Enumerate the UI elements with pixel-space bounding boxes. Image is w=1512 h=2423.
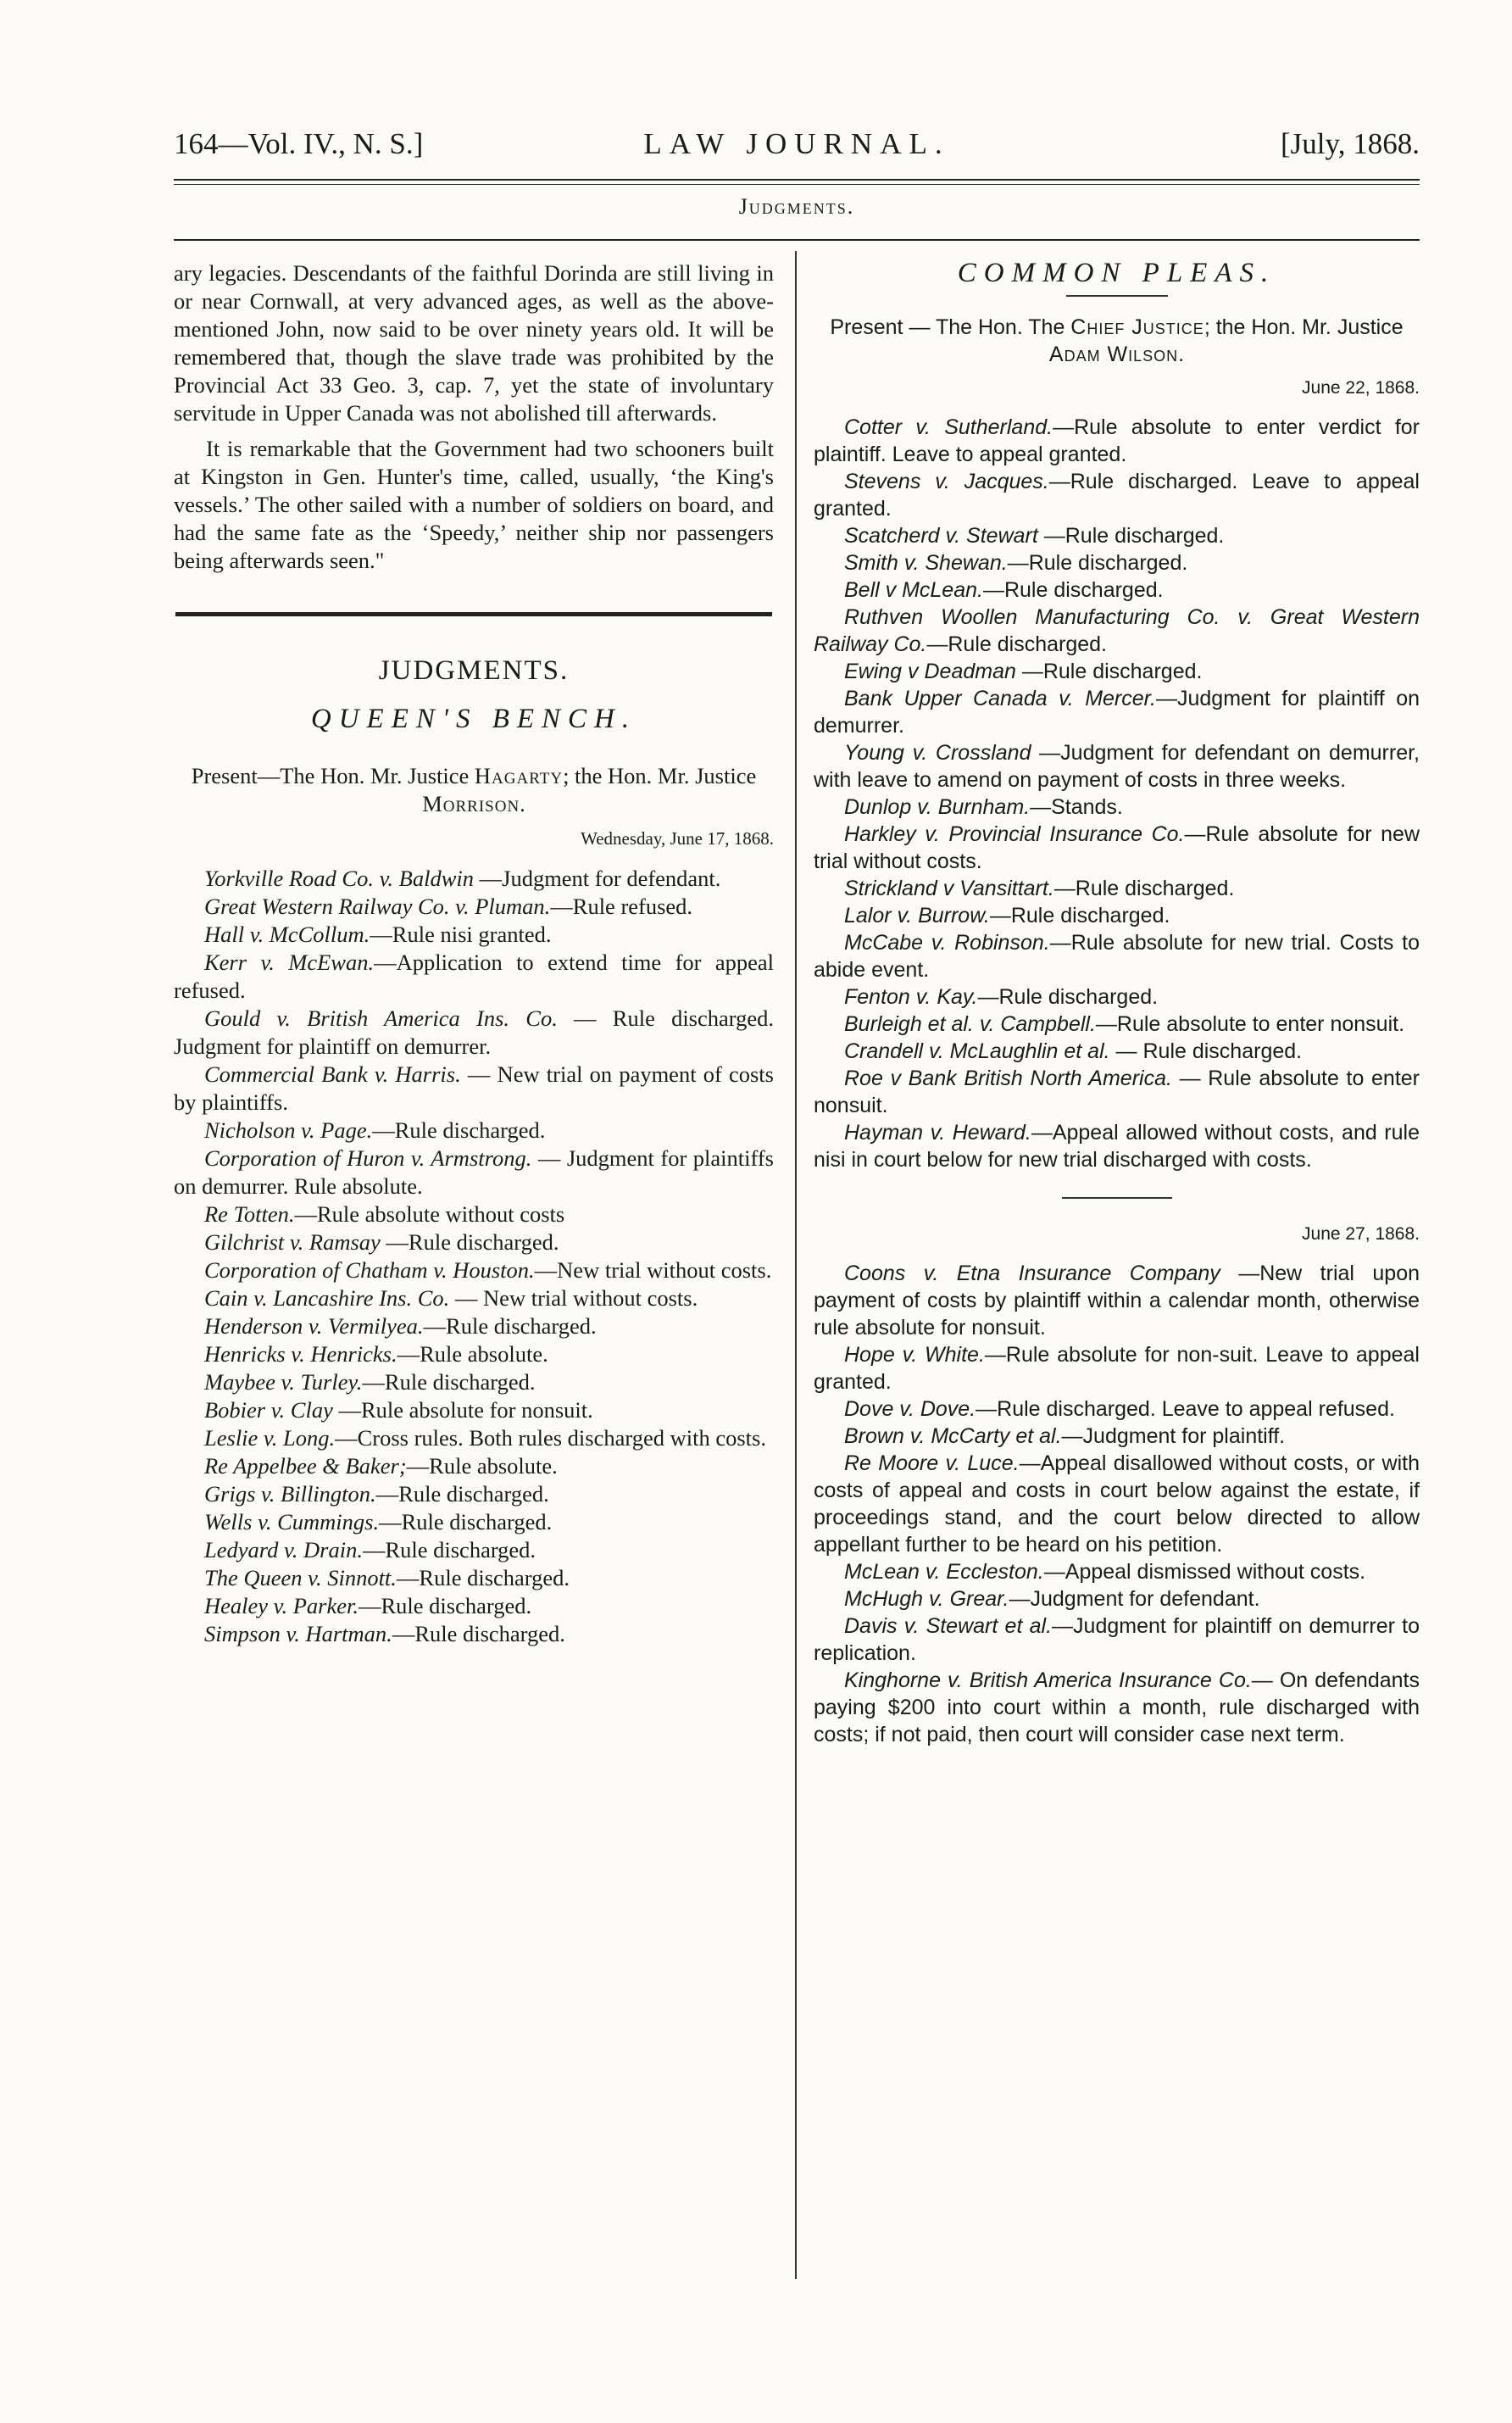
case-result: —Rule discharged.: [989, 904, 1170, 927]
case-name: Leslie v. Long.: [204, 1425, 336, 1451]
case-name: Burleigh et al. v. Campbell.: [844, 1012, 1096, 1036]
case-entry: [174, 1340, 774, 1368]
case-entry: [814, 1038, 1420, 1065]
case-entry: [174, 1200, 774, 1228]
case-entry: [814, 902, 1420, 929]
case-name: Fenton v. Kay.: [844, 985, 978, 1009]
case-name: Corporation of Huron v. Armstrong.: [204, 1145, 532, 1171]
issue-date: [July, 1868.: [1281, 127, 1420, 160]
case-name: Ledyard v. Drain.: [204, 1537, 363, 1562]
case-name: Kerr v. McEwan.: [204, 950, 375, 975]
case-name: Gould v. British America Ins. Co.: [204, 1005, 558, 1031]
case-name: Roe v Bank British North America.: [844, 1067, 1172, 1090]
intro-paragraph-1: ary legacies. Descendants of the faithful Dorinda are still living in or near Cornwall, at very advanced ages, as well as the above-mentioned John, now said to be over ninety years old. It will be remembered that, though the slave trade was prohibited by the Provincial Act 33 Geo. 3, cap. 7, yet the state of involuntary servitude in Upper Canada was not abolished till afterwards.: [174, 260, 774, 426]
case-name: Brown v. McCarty et al.: [844, 1424, 1062, 1448]
case-entry: [814, 1585, 1420, 1613]
case-result: —Cross rules. Both rules discharged with costs.: [335, 1425, 766, 1451]
case-name: Strickland v Vansittart.: [844, 877, 1054, 900]
case-name: McHugh v. Grear.: [844, 1587, 1009, 1611]
queens-bench-cases: [174, 865, 774, 1648]
case-entry: [814, 794, 1420, 821]
case-result: —Judgment for plaintiff on demurrer.: [814, 687, 1420, 738]
common-pleas-present: Present — The Hon. The Chief Justice; the Hon. Mr. Justice Adam Wilson.: [830, 315, 1404, 366]
column-divider: [795, 251, 797, 2279]
case-result: —Rule absolute without costs: [294, 1201, 565, 1227]
right-column: [814, 259, 1420, 1748]
case-name: Healey v. Parker.: [204, 1593, 359, 1618]
case-entry: [814, 1260, 1420, 1341]
case-entry: [814, 1119, 1420, 1173]
case-result: —Judgment for plaintiff.: [1061, 1424, 1286, 1448]
case-result: —Rule discharged.: [1037, 524, 1225, 548]
case-name: Nicholson v. Page.: [204, 1117, 373, 1143]
case-result: —Rule absolute to enter nonsuit.: [1095, 1012, 1405, 1036]
case-name: Dove v. Dove.: [844, 1397, 976, 1421]
left-column: [174, 259, 774, 1648]
case-result: —Stands.: [1030, 795, 1123, 819]
case-result: —Rule discharged.: [1053, 877, 1235, 900]
case-result: —Rule discharged.: [1007, 551, 1188, 575]
case-result: —Judgment for defendant on demurrer, with leave to amend on payment of costs in three weeks.: [814, 741, 1420, 792]
case-name: Hayman v. Heward.: [844, 1121, 1031, 1145]
case-result: —New trial upon payment of costs by plaintiff within a calendar month, otherwise rule absolute for nonsuit.: [814, 1262, 1420, 1340]
case-entry: [174, 1368, 774, 1396]
case-name: Bank Upper Canada v. Mercer.: [844, 687, 1156, 710]
case-name: Coons v. Etna Insurance Company: [844, 1262, 1220, 1285]
case-result: —Appeal allowed without costs, and rule nisi in court below for new trial discharged with costs.: [814, 1121, 1420, 1172]
short-rule: [1062, 1197, 1172, 1199]
case-entry: [174, 1564, 774, 1592]
case-name: Young v. Crossland: [844, 741, 1031, 765]
case-entry: [174, 1480, 774, 1508]
case-result: —New trial without costs.: [534, 1257, 772, 1283]
common-pleas-cases-june-22: [814, 414, 1420, 1173]
case-entry: [814, 522, 1420, 549]
sitting-date: June 22, 1868.: [1302, 378, 1420, 398]
common-pleas-cases-june-27: [814, 1260, 1420, 1748]
case-name: Smith v. Shewan.: [844, 551, 1008, 575]
case-result: —Rule absolute to enter verdict for plaintiff. Leave to appeal granted.: [814, 415, 1420, 466]
case-result: —Rule nisi granted.: [370, 922, 552, 947]
case-entry: [814, 577, 1420, 604]
section-title: Judgments.: [738, 194, 855, 219]
case-entry: [814, 1011, 1420, 1038]
case-result: —Appeal dismissed without costs.: [1043, 1560, 1366, 1584]
queens-bench-present: Present—The Hon. Mr. Justice Hagarty; the Hon. Mr. Justice Morrison.: [191, 763, 757, 816]
case-entry: [174, 1536, 774, 1564]
case-entry: [814, 414, 1420, 468]
case-entry: [814, 1613, 1420, 1667]
case-entry: [174, 921, 774, 949]
case-entry: [174, 1145, 774, 1200]
case-name: Re Totten.: [204, 1201, 295, 1227]
case-entry: [174, 1061, 774, 1117]
case-result: —Rule discharged.: [379, 1509, 553, 1535]
case-entry: [814, 1558, 1420, 1585]
case-entry: [814, 739, 1420, 794]
sitting-date: June 27, 1868.: [1302, 1224, 1420, 1244]
case-name: Davis v. Stewart et al.: [844, 1614, 1053, 1638]
sitting-date: Wednesday, June 17, 1868.: [581, 828, 774, 849]
case-entry: [814, 821, 1420, 875]
case-result: —Rule absolute.: [397, 1341, 548, 1367]
case-entry: [174, 865, 774, 893]
case-entry: [174, 1452, 774, 1480]
case-name: Commercial Bank v. Harris.: [204, 1061, 461, 1087]
case-name: Harkley v. Provincial Insurance Co.: [844, 822, 1185, 846]
case-result: —Rule discharged.: [380, 1229, 559, 1255]
case-result: —Judgment for plaintiff on demurrer to replication.: [814, 1614, 1420, 1665]
case-name: Great Western Railway Co. v. Pluman.: [204, 894, 551, 919]
case-entry: [814, 1065, 1420, 1119]
intro-paragraph-2: It is remarkable that the Government had two schooners built at Kingston in Gen. Hunter's time, called, usually, ‘the King's vessels.’ The other sailed with a number of soldiers on board, and had the same fate as the ‘Speedy,’ neither ship nor passengers being afterwards seen.": [174, 436, 774, 573]
case-entry: [174, 1256, 774, 1284]
case-result: — New trial without costs.: [449, 1285, 698, 1311]
case-entry: [174, 1592, 774, 1620]
case-result: —Rule discharged.: [358, 1593, 532, 1618]
case-result: —Rule discharged. Leave to appeal refused.: [976, 1397, 1395, 1421]
case-entry: [174, 1284, 774, 1312]
case-result: —Rule discharged. Leave to appeal granted.: [814, 470, 1420, 521]
case-result: —Rule absolute for new trial without costs.: [814, 822, 1420, 873]
case-name: Simpson v. Hartman.: [204, 1621, 392, 1646]
case-name: Cain v. Lancashire Ins. Co.: [204, 1285, 450, 1311]
case-entry: [814, 549, 1420, 577]
case-name: The Queen v. Sinnott.: [204, 1565, 397, 1590]
header-rule: [174, 179, 1420, 181]
case-entry: [174, 893, 774, 921]
journal-title: LAW JOURNAL.: [643, 127, 950, 160]
header-rule-thin: [174, 184, 1420, 185]
case-entry: [814, 1341, 1420, 1395]
case-name: Hall v. McCollum.: [204, 922, 370, 947]
case-name: McLean v. Eccleston.: [844, 1560, 1044, 1584]
case-entry: [174, 1396, 774, 1424]
case-result: —Application to extend time for appeal refused.: [174, 950, 774, 1003]
case-entry: [814, 658, 1420, 685]
case-result: —Rule discharged.: [396, 1565, 570, 1590]
case-name: Re Appelbee & Baker;: [204, 1453, 407, 1479]
case-result: —Rule absolute for nonsuit.: [332, 1397, 593, 1423]
case-name: Henricks v. Henricks.: [204, 1341, 397, 1367]
judge-name: Adam Wilson: [1048, 343, 1179, 366]
case-name: Lalor v. Burrow.: [844, 904, 990, 927]
case-name: Yorkville Road Co. v. Baldwin: [204, 866, 474, 891]
case-result: —Rule absolute.: [406, 1453, 558, 1479]
case-result: —Rule discharged.: [423, 1313, 597, 1339]
case-result: —Rule discharged.: [977, 985, 1159, 1009]
case-result: —Rule discharged.: [362, 1369, 536, 1395]
case-name: Dunlop v. Burnham.: [844, 795, 1031, 819]
case-entry: [814, 604, 1420, 658]
case-name: Grigs v. Billington.: [204, 1481, 376, 1507]
judge-name: Hagarty: [474, 763, 564, 788]
case-name: Ewing v Deadman: [844, 660, 1016, 683]
case-entry: [174, 1228, 774, 1256]
case-name: Hope v. White.: [844, 1343, 985, 1367]
case-entry: [814, 685, 1420, 739]
case-entry: [814, 1450, 1420, 1558]
section-rule: [174, 239, 1420, 241]
common-pleas-heading: COMMON PLEAS.: [957, 258, 1276, 288]
case-result: —Rule discharged.: [1015, 660, 1203, 683]
case-name: Bell v McLean.: [844, 578, 983, 602]
case-result: —Appeal disallowed without costs, or with costs of appeal and costs in court below against the estate, if proceedings stand, and the court below directed to allow appellant further to be heard on his petition.: [814, 1451, 1420, 1557]
case-result: — Rule discharged.: [1109, 1039, 1303, 1063]
case-entry: [174, 1117, 774, 1145]
case-entry: [174, 1620, 774, 1648]
case-name: Maybee v. Turley.: [204, 1369, 363, 1395]
case-entry: [814, 983, 1420, 1011]
case-name: Henderson v. Vermilyea.: [204, 1313, 424, 1339]
case-name: Re Moore v. Luce.: [844, 1451, 1020, 1475]
case-name: Bobier v. Clay: [204, 1397, 333, 1423]
running-header: [174, 127, 1420, 166]
case-name: Crandell v. McLaughlin et al.: [844, 1039, 1110, 1063]
case-result: —Rule refused.: [550, 894, 693, 919]
case-result: —Rule discharged.: [392, 1621, 565, 1646]
case-result: —Judgment for defendant.: [474, 866, 721, 891]
case-result: —Rule absolute for new trial. Costs to abide event.: [814, 931, 1420, 982]
case-entry: [814, 875, 1420, 902]
case-result: —Judgment for defendant.: [1009, 1587, 1260, 1611]
case-result: — Judgment for plaintiffs on demurrer. Rule absolute.: [174, 1145, 774, 1199]
case-entry: [174, 1508, 774, 1536]
case-result: — Rule discharged. Judgment for plaintiff on demurrer.: [174, 1005, 774, 1059]
judge-name: Chief Justice: [1070, 315, 1204, 339]
case-entry: [814, 1667, 1420, 1748]
case-name: Stevens v. Jacques.: [844, 470, 1049, 493]
case-result: —Rule discharged.: [362, 1537, 536, 1562]
case-entry: [814, 1423, 1420, 1450]
judgments-heading: JUDGMENTS.: [378, 655, 570, 686]
case-entry: [174, 1312, 774, 1340]
case-result: —Rule absolute for non-suit. Leave to appeal granted.: [814, 1343, 1420, 1394]
case-entry: [174, 1005, 774, 1061]
case-name: Wells v. Cummings.: [204, 1509, 380, 1535]
case-result: — Rule absolute to enter nonsuit.: [814, 1067, 1420, 1117]
case-name: Cotter v. Sutherland.: [844, 415, 1053, 439]
case-name: Kinghorne v. British America Insurance Co.: [844, 1668, 1252, 1692]
case-name: Scatcherd v. Stewart: [844, 524, 1038, 548]
case-result: —Rule discharged.: [372, 1117, 546, 1143]
case-result: —Rule discharged.: [926, 632, 1107, 656]
queens-bench-heading: QUEEN'S BENCH.: [310, 704, 637, 734]
case-entry: [814, 468, 1420, 522]
case-name: Ruthven Woollen Manufacturing Co. v. Great Western Railway Co.: [814, 605, 1420, 656]
volume-number: 164—Vol. IV., N. S.]: [174, 127, 424, 160]
case-result: — New trial on payment of costs by plaintiffs.: [174, 1061, 774, 1115]
judge-name: Morrison: [422, 791, 520, 816]
case-entry: [814, 929, 1420, 983]
case-entry: [814, 1395, 1420, 1423]
case-result: —Rule discharged.: [375, 1481, 549, 1507]
case-entry: [174, 949, 774, 1005]
short-rule: [1066, 295, 1168, 297]
case-result: — On defendants paying $200 into court within a month, rule discharged with costs; if not paid, then court will consider case next term.: [814, 1668, 1420, 1746]
case-result: —Rule discharged.: [982, 578, 1164, 602]
section-separator: [175, 612, 772, 616]
case-name: Gilchrist v. Ramsay: [204, 1229, 381, 1255]
case-name: Corporation of Chatham v. Houston.: [204, 1257, 535, 1283]
case-name: McCabe v. Robinson.: [844, 931, 1050, 955]
case-entry: [174, 1424, 774, 1452]
